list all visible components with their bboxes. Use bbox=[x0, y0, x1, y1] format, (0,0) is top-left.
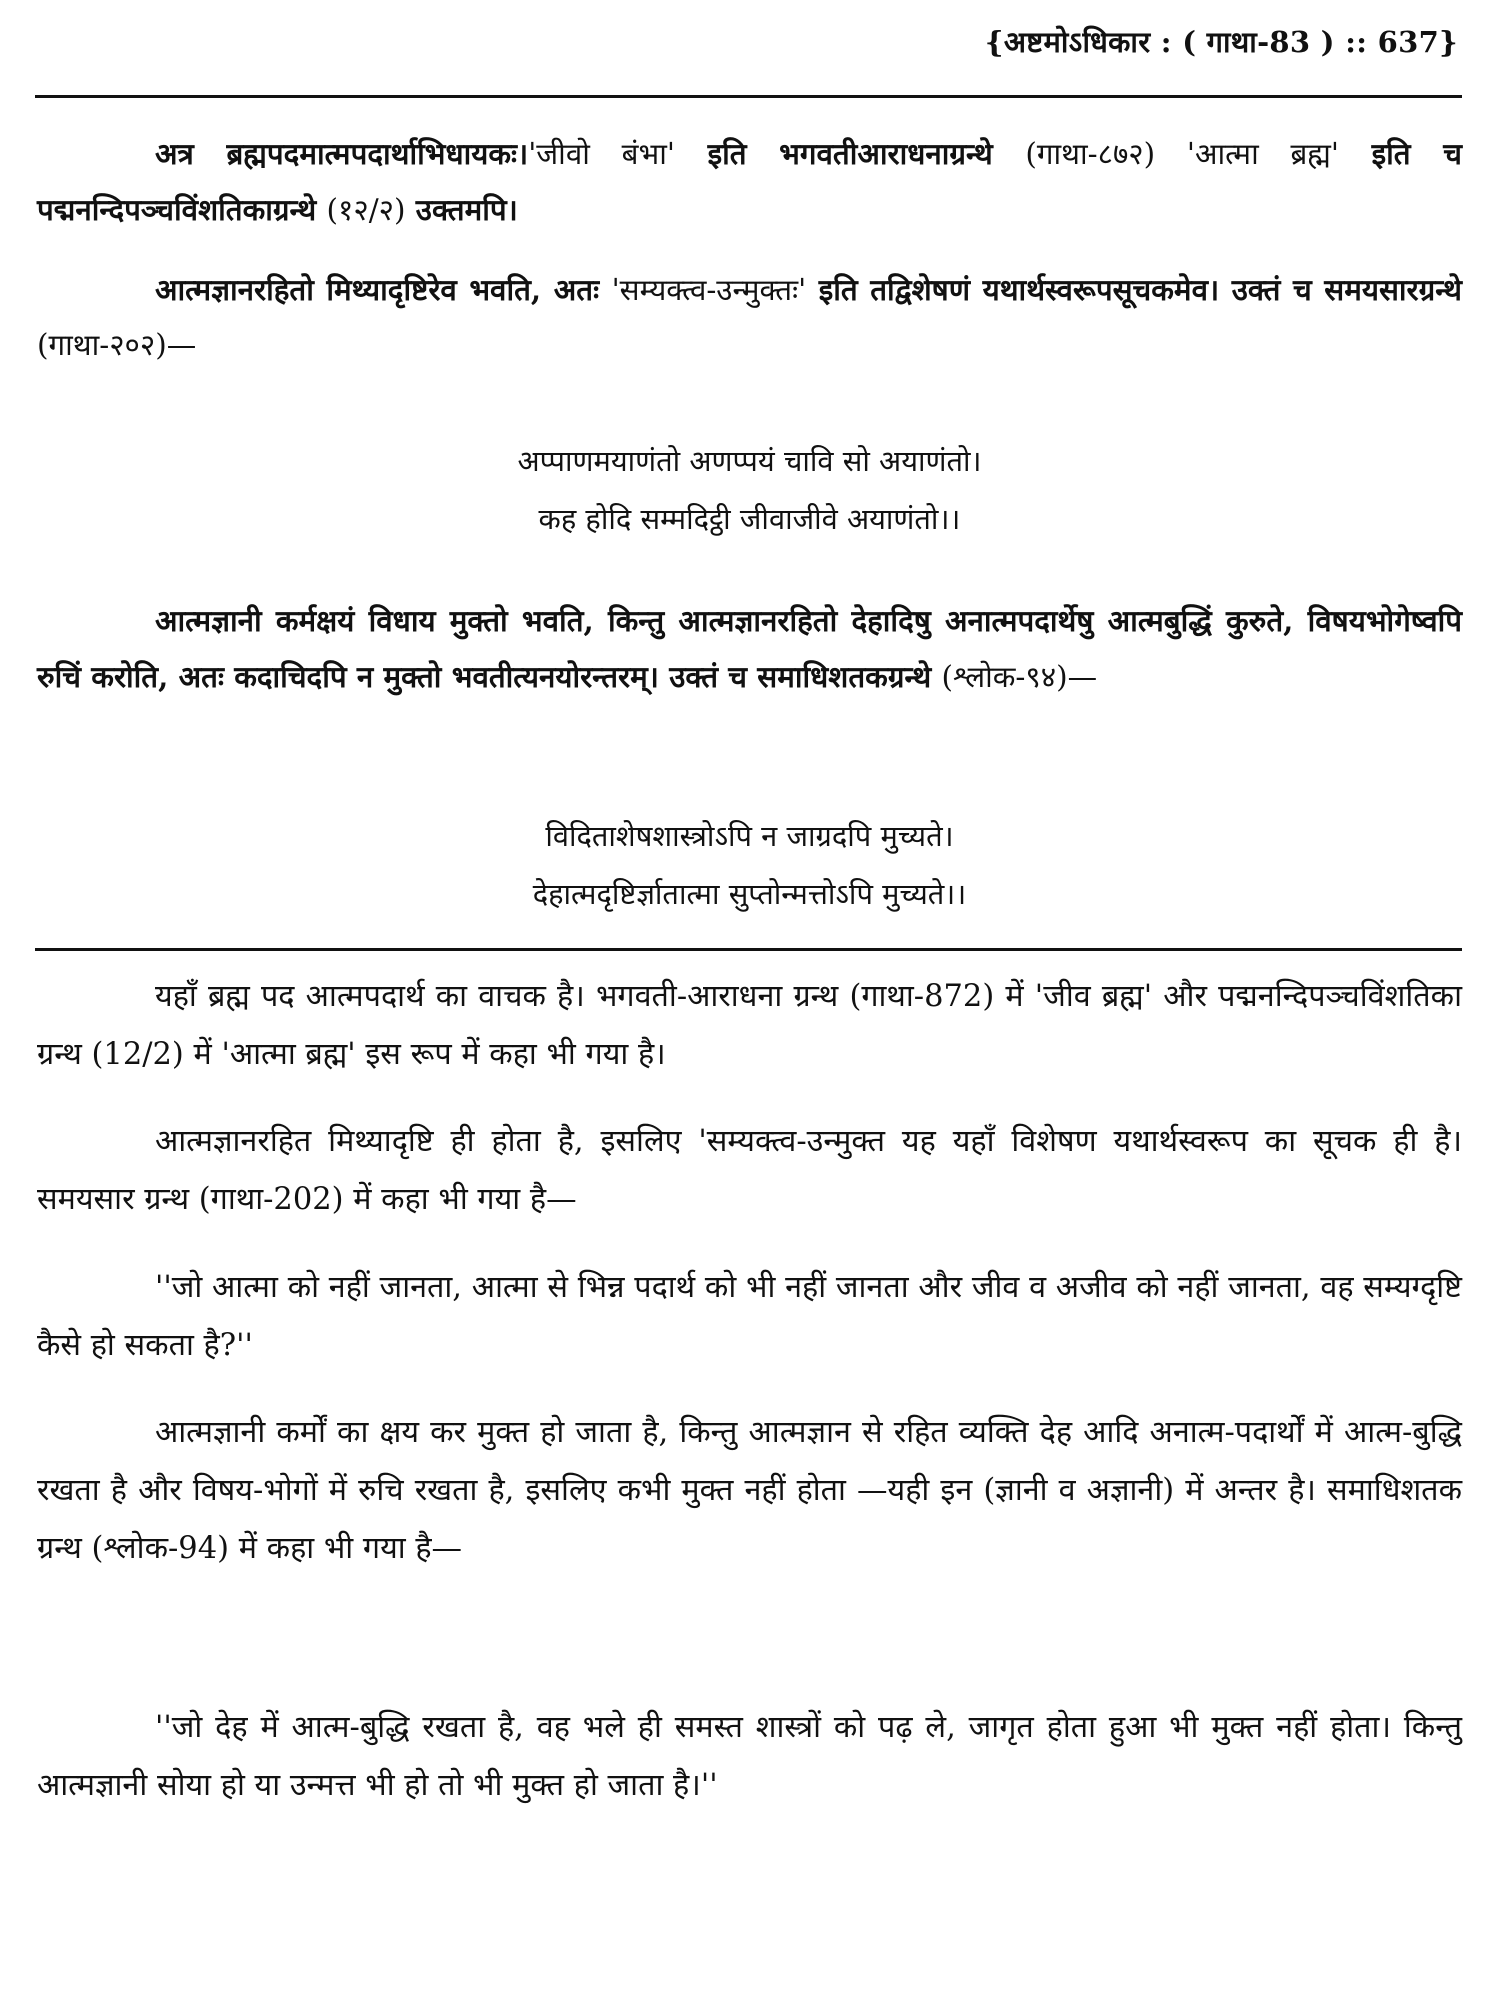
quote-text: ''जो आत्मा को नहीं जानता, आत्मा से भिन्न पदार्थ को भी नहीं जानता और जीव व अजीव को नहीं जानता, वह सम्यग्दृष्टि कैसे हो सकता है?'' bbox=[37, 1270, 1462, 1363]
sanskrit-paragraph-3 bbox=[37, 593, 1462, 705]
hindi-quote-2 bbox=[37, 1699, 1462, 1815]
text-span: इति च पद्मनन्दिपञ्चविंशतिकाग्रन्थे bbox=[37, 136, 1462, 227]
text-span: इति तद्विशेषणं यथार्थस्वरूपसूचकमेव। उक्तं च समयसारग्रन्थे bbox=[806, 272, 1462, 307]
hindi-paragraph-3 bbox=[37, 1404, 1462, 1578]
quote-text: ''जो देह में आत्म-बुद्धि रखता है, वह भले ही समस्त शास्त्रों को पढ़ ले, जागृत होता हुआ भी मुक्त नहीं होता। किन्तु आत्मज्ञानी सोया हो या उन्मत्त भी हो तो भी मुक्त हो जाता है।'' bbox=[37, 1710, 1462, 1803]
paragraph-text: आत्मज्ञानरहित मिथ्यादृष्टि ही होता है, इसलिए 'सम्यक्त्व-उन्मुक्त यह यहाँ विशेषण यथार्थस्वरूप का सूचक ही है। समयसार ग्रन्थ (गाथा-202) में कहा भी गया है— bbox=[37, 1124, 1462, 1217]
text-span: (१२/२) bbox=[326, 193, 406, 227]
text-span: 'जीवो बंभा' bbox=[528, 137, 675, 171]
text-span: आत्मज्ञानी कर्मक्षयं विधाय मुक्तो भवति, किन्तु आत्मज्ञानरहितो देहादिषु अनात्मपदार्थेषु आत्मबुद्धिं कुरुते, विषयभोगेष्वपि रुचिं करोति, अतः कदाचिदपि न मुक्तो भवतीत्यनयोरन्तरम्। उक्तं च समाधिशतकग्रन्थे bbox=[37, 603, 1462, 694]
text-span: 'सम्यक्त्व-उन्मुक्तः' bbox=[611, 273, 807, 307]
text-span: अत्र ब्रह्मपदमात्मपदार्थाभिधायकः। bbox=[155, 136, 529, 171]
sanskrit-paragraph-2 bbox=[37, 262, 1462, 373]
verse-line: कह होदि सम्मदिट्ठी जीवाजीवे अयाणंतो।। bbox=[538, 502, 961, 536]
running-head: {अष्टमोऽधिकार : ( गाथा-83 ) :: 637} bbox=[984, 25, 1458, 59]
verse-line: अप्पाणमयाणंतो अणप्पयं चावि सो अयाणंतो। bbox=[517, 444, 982, 478]
hindi-quote-1 bbox=[37, 1259, 1462, 1375]
sanskrit-verse-shloka-94 bbox=[37, 807, 1462, 923]
paragraph-text: आत्मज्ञानी कर्मों का क्षय कर मुक्त हो जाता है, किन्तु आत्मज्ञान से रहित व्यक्ति देह आदि अनात्म-पदार्थों में आत्म-बुद्धि रखता है और विषय-भोगों में रुचि रखता है, इसलिए कभी मुक्त नहीं होता —यही इन (ज्ञानी व अज्ञानी) में अन्तर है। समाधिशतक ग्रन्थ (श्लोक-94) में कहा भी गया है— bbox=[37, 1415, 1462, 1566]
paragraph-text: यहाँ ब्रह्म पद आत्मपदार्थ का वाचक है। भगवती-आराधना ग्रन्थ (गाथा-872) में 'जीव ब्रह्म' और पद्मनन्दिपञ्चविंशतिका ग्रन्थ (12/2) में 'आत्मा ब्रह्म' इस रूप में कहा भी गया है। bbox=[37, 979, 1462, 1072]
text-span: (गाथा-८७२) 'आत्मा ब्रह्म' bbox=[1025, 137, 1340, 171]
prakrit-verse-gatha-202 bbox=[37, 432, 1462, 548]
sanskrit-paragraph-1 bbox=[37, 126, 1462, 238]
section-rule bbox=[35, 948, 1462, 951]
text-span: इति भगवतीआराधनाग्रन्थे bbox=[674, 136, 1026, 171]
verse-line: विदिताशेषशास्त्रोऽपि न जाग्रदपि मुच्यते। bbox=[545, 819, 954, 853]
hindi-paragraph-2 bbox=[37, 1113, 1462, 1229]
text-span: (गाथा-२०२)— bbox=[37, 328, 197, 362]
text-span: आत्मज्ञानरहितो मिथ्यादृष्टिरेव भवति, अतः bbox=[155, 272, 612, 307]
text-span: उक्तमपि। bbox=[405, 192, 518, 227]
text-span: (श्लोक-९४)— bbox=[941, 660, 1098, 694]
verse-line: देहात्मदृष्टिर्ज्ञातात्मा सुप्तोन्मत्तोऽपि मुच्यते।। bbox=[532, 877, 967, 911]
header-rule bbox=[35, 95, 1462, 98]
hindi-paragraph-1 bbox=[37, 968, 1462, 1084]
